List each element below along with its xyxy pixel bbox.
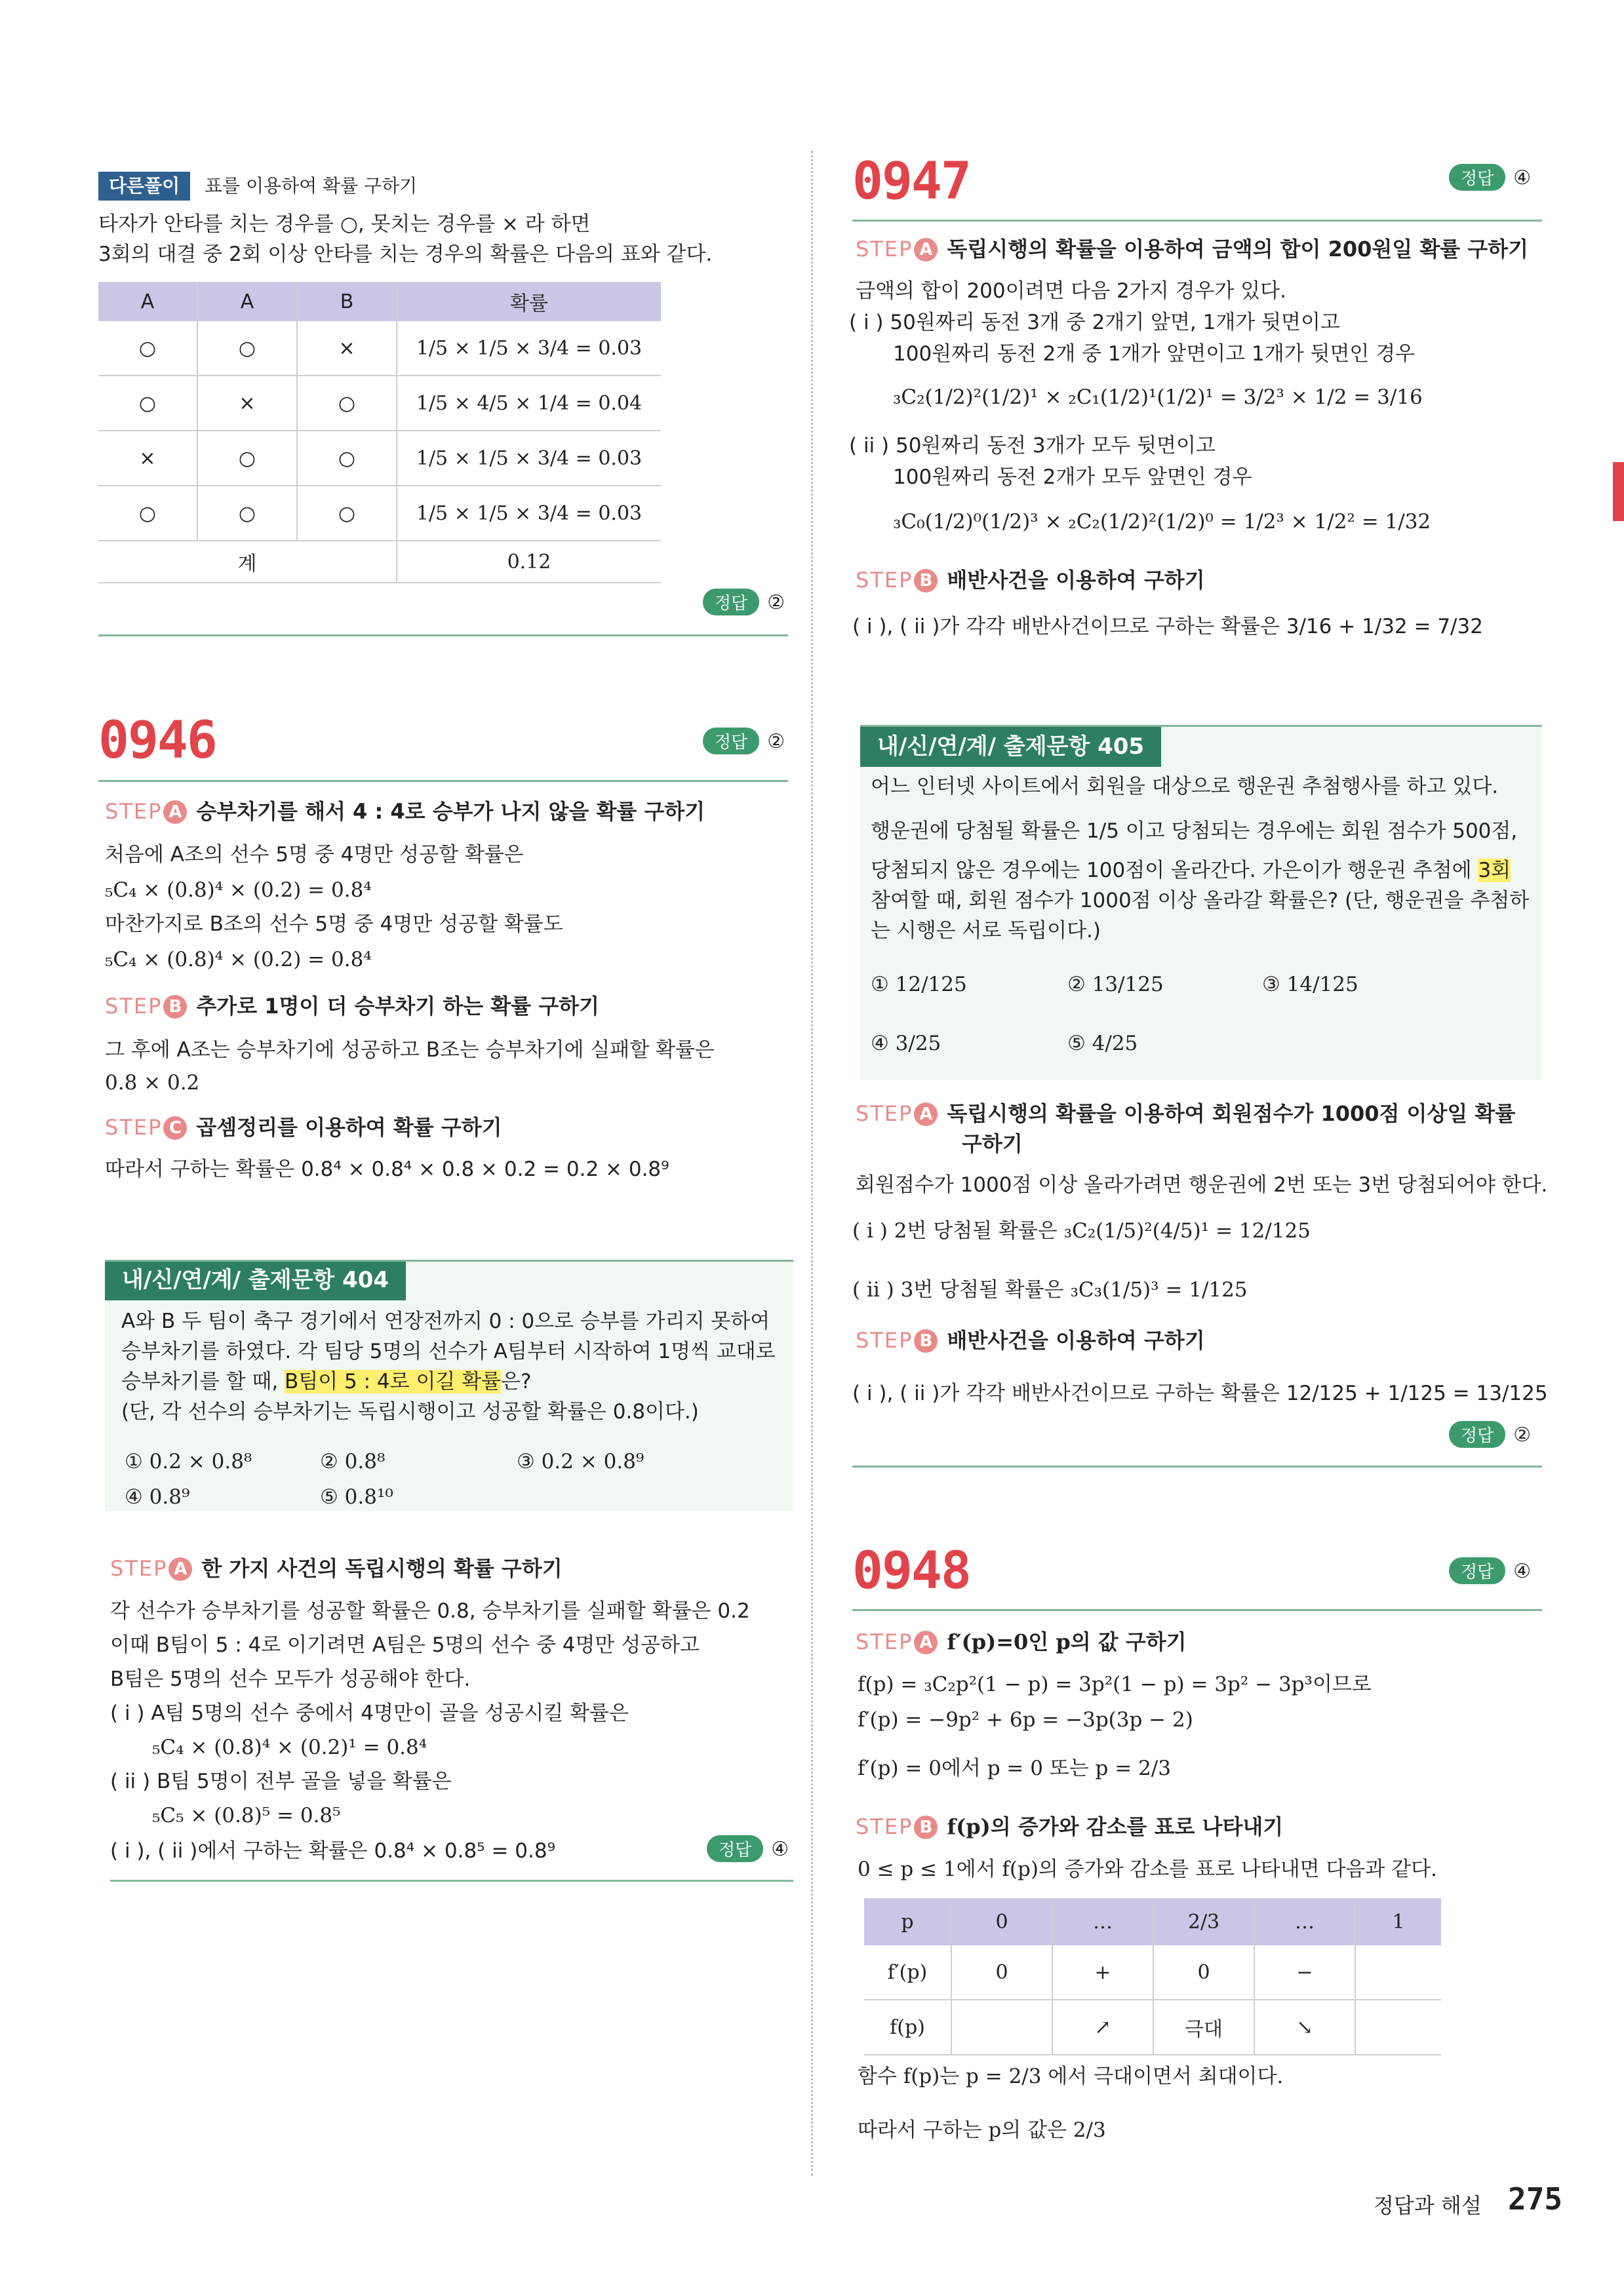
question-line: 당첨되지 않은 경우에는 100점이 올라간다. 가은이가 행운권 추첨에 3회 [871, 859, 1511, 882]
step-heading: STEP A 독립시행의 확률을 이용하여 금액의 합이 200원일 확률 구하기 [856, 237, 1529, 262]
text-line: ( ii ) 50원짜리 동전 3개가 모두 뒷면이고 [849, 434, 1216, 457]
math-line: ₅C₄ × (0.8)⁴ × (0.2) = 0.8⁴ [105, 878, 372, 902]
problem-number: 0946 [98, 711, 216, 770]
text-line: 회원점수가 1000점 이상 올라가려면 행운권에 2번 또는 3번 당첨되어야 한다. [856, 1173, 1548, 1197]
table-row: f(p) ↗ 극대 ↘ [864, 2000, 1441, 2055]
answer-badge: 정답 ② [703, 728, 785, 754]
problem-number: 0948 [852, 1542, 970, 1601]
question-line: (단, 각 선수의 승부차기는 독립시행이고 성공할 확률은 0.8이다.) [121, 1400, 699, 1424]
table-header: p [864, 1898, 951, 1945]
choice: ② 0.8⁸ [320, 1450, 386, 1473]
answer-badge: 정답 ② [1449, 1421, 1531, 1448]
text-line: ( i ), ( ii )에서 구하는 확률은 0.8⁴ × 0.8⁵ = 0.8⁹ [110, 1839, 556, 1863]
math-line: ( ii ) 3번 당첨될 확률은 ₃C₃(1/5)³ = 1/125 [852, 1278, 1248, 1302]
step-heading: STEP B 배반사건을 이용하여 구하기 [856, 1328, 1205, 1353]
highlight: B팀이 5 : 4로 이길 확률 [285, 1370, 502, 1393]
choice: ④ 3/25 [871, 1032, 941, 1055]
table-header: 확률 [397, 282, 661, 321]
answer-badge: 정답 ④ [1449, 1557, 1531, 1584]
alt-solution-title: 표를 이용하여 확률 구하기 [205, 175, 418, 197]
step-heading: STEP C 곱셈정리를 이용하여 확률 구하기 [105, 1115, 502, 1140]
math-line: f′(p) = −9p² + 6p = −3p(3p − 2) [858, 1708, 1193, 1732]
divider [105, 1260, 793, 1262]
alt-line-1: 타자가 안타를 치는 경우를 ○, 못치는 경우를 × 라 하면 [98, 212, 591, 236]
text-line: 마찬가지로 B조의 선수 5명 중 4명만 성공할 확률도 [105, 912, 563, 936]
table-header: A [197, 282, 297, 321]
math-line: ₃C₀(1/2)⁰(1/2)³ × ₂C₂(1/2)²(1/2)⁰ = 1/2³ × 1/2² = 1/32 [893, 510, 1431, 534]
table-header: B [297, 282, 397, 321]
math-line: 0.8 × 0.2 [105, 1071, 200, 1095]
divider [98, 634, 788, 636]
table-header: 2/3 [1153, 1898, 1254, 1945]
answer-badge: 정답 ④ [1449, 164, 1531, 191]
question-line: 참여할 때, 회원 점수가 1000점 이상 올라갈 확률은? (단, 행운권을 추첨하 [871, 889, 1530, 912]
table-row: ○ ○ × 1/5 × 1/5 × 3/4 = 0.03 [98, 321, 661, 376]
choice: ② 13/125 [1067, 973, 1164, 996]
alt-answer: 정답 ② [703, 589, 785, 615]
table-total-row: 계 0.12 [98, 541, 661, 583]
math-line: 함수 f(p)는 p = 2/3 에서 극대이면서 최대이다. [858, 2065, 1284, 2088]
choice: ④ 0.8⁹ [125, 1485, 190, 1509]
choice: ① 0.2 × 0.8⁸ [125, 1450, 252, 1473]
math-line: ( i ) 2번 당첨될 확률은 ₃C₂(1/5)²(4/5)¹ = 12/125 [852, 1219, 1311, 1243]
question-line: A와 B 두 팀이 축구 경기에서 연장전까지 0 : 0으로 승부를 가리지 못하여 [121, 1310, 770, 1333]
question-line: 어느 인터넷 사이트에서 회원을 대상으로 행운권 추첨행사를 하고 있다. [871, 775, 1499, 798]
alt-line-2: 3회의 대결 중 2회 이상 안타를 치는 경우의 확률은 다음의 표와 같다. [98, 243, 713, 266]
answer-badge: 정답 ④ [707, 1835, 789, 1862]
page-number: 275 [1508, 2181, 1563, 2217]
probability-table [98, 282, 661, 583]
text-line: ( i ) A팀 5명의 선수 중에서 4명만이 골을 성공시킬 확률은 [110, 1702, 629, 1725]
text-line: 100원짜리 동전 2개가 모두 앞면인 경우 [893, 465, 1252, 489]
step-heading: STEP A 독립시행의 확률을 이용하여 회원점수가 1000점 이상일 확률 [856, 1101, 1516, 1126]
text-line: ( i ), ( ii )가 각각 배반사건이므로 구하는 확률은 3/16 + 1/32 = 7/32 [852, 615, 1483, 638]
step-heading: STEP A 승부차기를 해서 4 : 4로 승부가 나지 않을 확률 구하기 [105, 799, 705, 824]
math-line: 따라서 구하는 p의 값은 2/3 [858, 2118, 1106, 2142]
choice: ③ 0.2 × 0.8⁹ [517, 1450, 644, 1473]
math-line: ₃C₂(1/2)²(1/2)¹ × ₂C₁(1/2)¹(1/2)¹ = 3/2³ × 1/2 = 3/16 [893, 385, 1423, 409]
text-line: ( ii ) B팀 5명이 전부 골을 넣을 확률은 [110, 1770, 452, 1793]
step-heading: STEP A f′(p)=0인 p의 값 구하기 [856, 1629, 1187, 1654]
math-line: f(p) = ₃C₂p²(1 − p) = 3p²(1 − p) = 3p² − 3p³이므로 [858, 1673, 1372, 1696]
step-heading: STEP A 한 가지 사건의 독립시행의 확률 구하기 [110, 1556, 563, 1581]
table-header: 1 [1355, 1898, 1441, 1945]
math-line: ₅C₄ × (0.8)⁴ × (0.2)¹ = 0.8⁴ [152, 1736, 427, 1759]
divider [860, 725, 1542, 727]
choice: ⑤ 0.8¹⁰ [320, 1485, 393, 1509]
footer-label: 정답과 해설 [1374, 2193, 1482, 2218]
step-heading-cont: 구하기 [962, 1131, 1023, 1156]
table-row: f′(p) 0 + 0 − [864, 1945, 1441, 2000]
step-heading: STEP B 배반사건을 이용하여 구하기 [856, 568, 1205, 593]
choice: ③ 14/125 [1262, 973, 1358, 996]
math-line: 0 ≤ p ≤ 1에서 f(p)의 증가와 감소를 표로 나타내면 다음과 같다. [858, 1858, 1437, 1881]
table-row: ○ ○ ○ 1/5 × 1/5 × 3/4 = 0.03 [98, 486, 661, 541]
text-line: B팀은 5명의 선수 모두가 성공해야 한다. [110, 1667, 471, 1691]
choice: ① 12/125 [871, 973, 967, 996]
linked-problem-banner: 내/신/연/계/ 출제문항 405 [860, 726, 1161, 767]
text-line: 따라서 구하는 확률은 0.8⁴ × 0.8⁴ × 0.8 × 0.2 = 0.2 × 0.8⁹ [105, 1158, 669, 1181]
divider [852, 1466, 1542, 1468]
problem-number: 0947 [852, 152, 970, 211]
question-line: 승부차기를 하였다. 각 팀당 5명의 선수가 A팀부터 시작하여 1명씩 교대로 [121, 1340, 776, 1363]
alt-solution-tag: 다른풀이 [98, 172, 190, 201]
linked-problem-banner: 내/신/연/계/ 출제문항 404 [105, 1260, 406, 1300]
divider [852, 1609, 1542, 1611]
step-heading: STEP B 추가로 1명이 더 승부차기 하는 확률 구하기 [105, 994, 599, 1019]
text-line: 각 선수가 승부차기를 성공할 확률은 0.8, 승부차기를 실패할 확률은 0.2 [110, 1599, 750, 1623]
text-line: ( i ), ( ii )가 각각 배반사건이므로 구하는 확률은 12/125 + 1/125 = 13/125 [852, 1382, 1548, 1405]
question-line: 행운권에 당첨될 확률은 1/5 이고 당첨되는 경우에는 회원 점수가 500점, [871, 819, 1518, 843]
increase-decrease-table [864, 1898, 1441, 2055]
text-line: ( i ) 50원짜리 동전 3개 중 2개기 앞면, 1개가 뒷면이고 [849, 311, 1340, 334]
chapter-tab [1613, 462, 1624, 521]
question-line: 는 시행은 서로 독립이다.) [871, 919, 1101, 943]
math-line: ₅C₅ × (0.8)⁵ = 0.8⁵ [152, 1804, 341, 1827]
choice: ⑤ 4/25 [1067, 1032, 1138, 1055]
step-heading: STEP B f(p)의 증가와 감소를 표로 나타내기 [856, 1814, 1284, 1839]
divider [110, 1880, 793, 1882]
text-line: 100원짜리 동전 2개 중 1개가 앞면이고 1개가 뒷면인 경우 [893, 342, 1416, 366]
math-line: ₅C₄ × (0.8)⁴ × (0.2) = 0.8⁴ [105, 948, 372, 971]
text-line: 금액의 합이 200이려면 다음 2가지 경우가 있다. [856, 279, 1286, 303]
math-line: f′(p) = 0에서 p = 0 또는 p = 2/3 [858, 1757, 1171, 1780]
table-row: × ○ ○ 1/5 × 1/5 × 3/4 = 0.03 [98, 431, 661, 486]
divider [98, 780, 788, 782]
text-line: 이때 B팀이 5 : 4로 이기려면 A팀은 5명의 선수 중 4명만 성공하고 [110, 1633, 700, 1657]
divider [852, 220, 1542, 222]
table-header: A [98, 282, 197, 321]
text-line: 그 후에 A조는 승부차기에 성공하고 B조는 승부차기에 실패할 확률은 [105, 1038, 715, 1062]
text-line: 처음에 A조의 선수 5명 중 4명만 성공할 확률은 [105, 843, 524, 866]
table-row: ○ × ○ 1/5 × 4/5 × 1/4 = 0.04 [98, 376, 661, 431]
table-header: 0 [951, 1898, 1052, 1945]
column-divider [811, 151, 813, 2176]
highlight: 3회 [1478, 859, 1511, 882]
question-line: 승부차기를 할 때, B팀이 5 : 4로 이길 확률은? [121, 1370, 532, 1393]
table-header: … [1254, 1898, 1355, 1945]
table-header: … [1052, 1898, 1153, 1945]
